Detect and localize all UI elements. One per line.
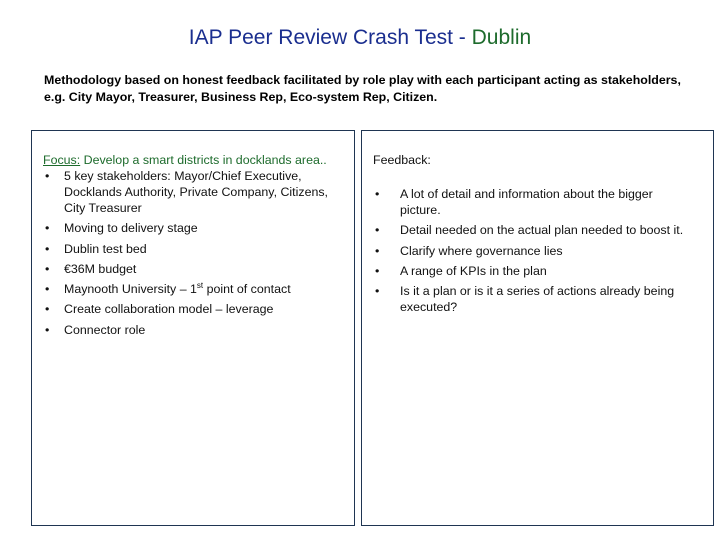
focus-item — [43, 301, 343, 317]
focus-item-post: point of contact — [203, 282, 291, 297]
feedback-item — [373, 222, 693, 238]
feedback-item-text: Detail needed on the actual plan needed to boost it. — [400, 223, 684, 238]
bullet-icon: • — [45, 322, 50, 337]
bullet-icon: • — [45, 282, 50, 297]
bullet-icon: • — [45, 302, 50, 317]
focus-label: Focus: — [43, 153, 81, 167]
feedback-label: Feedback: — [373, 153, 431, 167]
focus-item-text: Dublin test bed — [64, 241, 147, 256]
bullet-icon: • — [45, 221, 50, 236]
focus-item-pre: Maynooth University – 1 — [64, 282, 197, 297]
focus-list — [43, 168, 343, 338]
feedback-item-text: A lot of detail and information about the bigger picture. — [400, 187, 653, 217]
bullet-icon: • — [375, 284, 380, 299]
focus-item-text: Create collaboration model – leverage — [64, 302, 274, 317]
focus-item-text: Moving to delivery stage — [64, 221, 198, 236]
feedback-item — [373, 186, 693, 218]
feedback-item — [373, 283, 693, 315]
focus-item — [43, 168, 343, 216]
title-city: Dublin — [471, 26, 532, 49]
bullet-icon: • — [45, 241, 50, 256]
focus-text: Develop a smart districts in docklands area.. — [80, 153, 327, 167]
focus-item-text: €36M budget — [64, 261, 137, 276]
feedback-item — [373, 263, 693, 279]
feedback-box — [361, 130, 714, 526]
feedback-item-text: Is it a plan or is it a series of actions already being executed? — [400, 284, 675, 315]
bullet-icon: • — [375, 243, 380, 258]
focus-item — [43, 261, 343, 277]
focus-item-sup: st — [196, 281, 204, 291]
feedback-content — [373, 152, 693, 319]
bullet-icon: • — [45, 169, 50, 183]
bullet-icon: • — [375, 187, 380, 201]
focus-item — [43, 220, 343, 236]
feedback-item — [373, 243, 693, 259]
focus-heading — [43, 152, 343, 168]
focus-content — [43, 152, 343, 342]
focus-item — [43, 322, 343, 338]
bullet-icon: • — [375, 263, 380, 278]
focus-item-text: Connector role — [64, 322, 146, 337]
bullet-icon: • — [375, 223, 380, 238]
feedback-item-text: Clarify where governance lies — [400, 243, 563, 258]
focus-item — [43, 241, 343, 257]
feedback-list — [373, 186, 693, 315]
bullet-icon: • — [45, 261, 50, 276]
focus-item — [43, 281, 343, 297]
focus-item-text — [64, 282, 291, 296]
page-title — [0, 26, 720, 50]
feedback-item-text: A range of KPIs in the plan — [400, 263, 547, 278]
title-main: IAP Peer Review Crash Test - — [188, 26, 472, 49]
focus-item-text: 5 key stakeholders: Mayor/Chief Executive, Docklands Authority, Private Company, Citizens, City Treasurer — [64, 169, 328, 215]
focus-box — [31, 130, 355, 526]
methodology-text: Methodology based on honest feedback facilitated by role play with each participant acting as stakeholders, e.g. City Mayor, Treasurer, Business Rep, Eco-system Rep, Citizen. — [44, 73, 681, 104]
